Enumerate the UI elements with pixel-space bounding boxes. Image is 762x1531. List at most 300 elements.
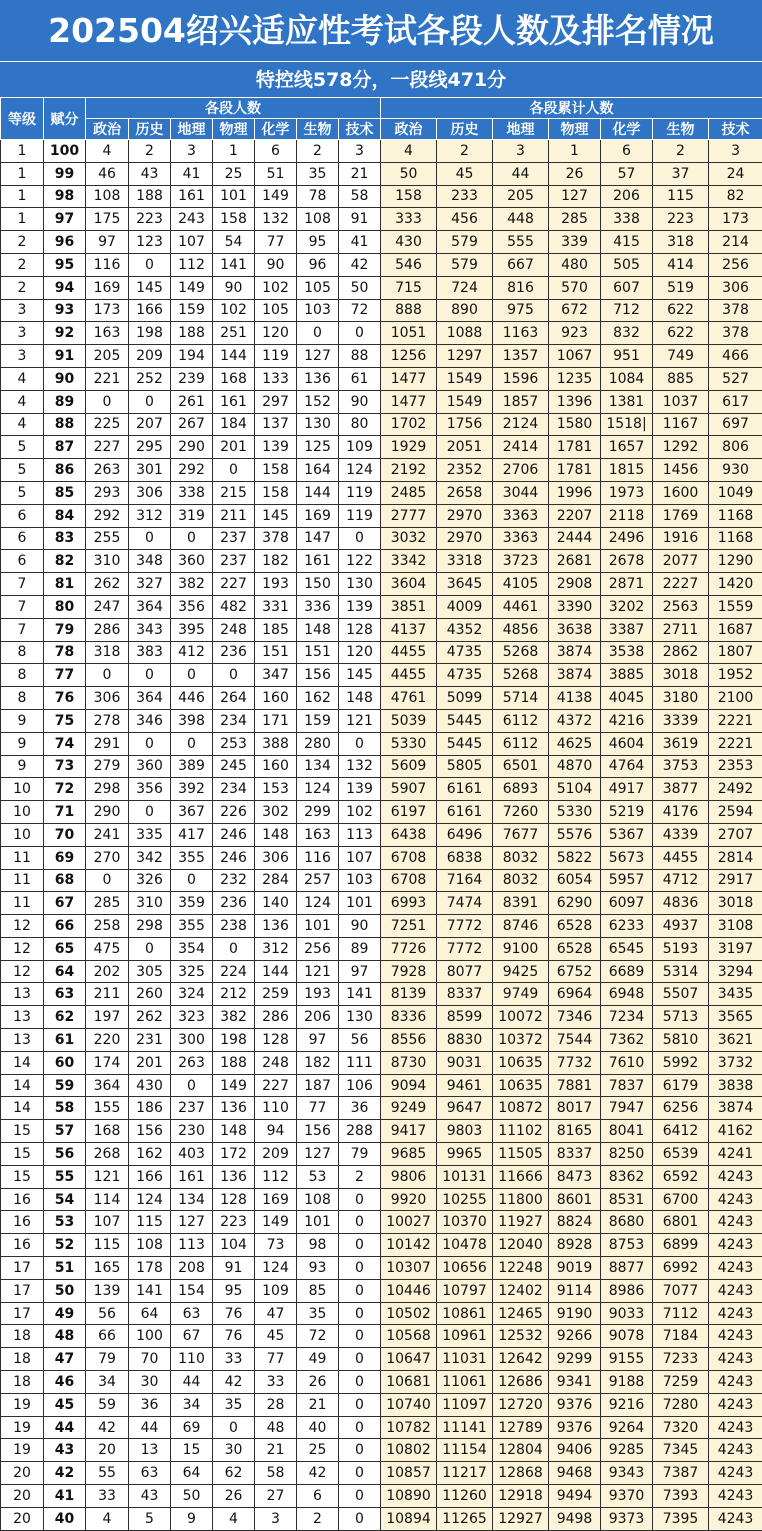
grade-cell: 19 <box>1 1393 44 1416</box>
cumulative-cell: 37 <box>653 162 709 185</box>
cumulative-cell: 2970 <box>437 504 493 527</box>
cumulative-cell: 6097 <box>601 892 653 915</box>
count-cell: 306 <box>255 846 297 869</box>
count-cell: 301 <box>129 459 171 482</box>
count-cell: 237 <box>213 527 255 550</box>
count-cell: 35 <box>297 1302 339 1325</box>
cumulative-cell: 2124 <box>493 413 549 436</box>
count-cell: 33 <box>213 1348 255 1371</box>
cumulative-cell: 4243 <box>709 1439 762 1462</box>
count-cell: 136 <box>297 367 339 390</box>
cumulative-cell: 5099 <box>437 687 493 710</box>
score-cell: 83 <box>44 527 86 550</box>
cumulative-cell: 1596 <box>493 367 549 390</box>
count-cell: 161 <box>297 550 339 573</box>
count-cell: 286 <box>255 1006 297 1029</box>
table-row <box>1 1439 762 1462</box>
cumulative-cell: 7837 <box>601 1074 653 1097</box>
cumulative-cell: 12927 <box>493 1507 549 1530</box>
cumulative-cell: 6290 <box>549 892 601 915</box>
count-cell: 326 <box>129 869 171 892</box>
subject-header: 技术 <box>339 119 381 140</box>
count-cell: 310 <box>129 892 171 915</box>
cumulative-cell: 923 <box>549 322 601 345</box>
cumulative-cell: 1769 <box>653 504 709 527</box>
count-cell: 161 <box>171 185 213 208</box>
count-cell: 343 <box>129 618 171 641</box>
cumulative-cell: 2658 <box>437 481 493 504</box>
cumulative-cell: 4243 <box>709 1165 762 1188</box>
count-cell: 149 <box>255 185 297 208</box>
cumulative-cell: 1168 <box>709 504 762 527</box>
count-cell: 46 <box>86 162 129 185</box>
cumulative-cell: 3435 <box>709 983 762 1006</box>
cumulative-cell: 607 <box>601 276 653 299</box>
count-cell: 100 <box>129 1325 171 1348</box>
cumulative-cell: 7234 <box>601 1006 653 1029</box>
table-row <box>1 185 762 208</box>
score-cell: 49 <box>44 1302 86 1325</box>
cumulative-cell: 26 <box>549 162 601 185</box>
table-row <box>1 1006 762 1029</box>
count-cell: 288 <box>339 1120 381 1143</box>
count-cell: 110 <box>171 1348 213 1371</box>
score-cell: 56 <box>44 1143 86 1166</box>
count-cell: 90 <box>339 915 381 938</box>
grade-cell: 10 <box>1 823 44 846</box>
cumulative-cell: 4352 <box>437 618 493 641</box>
count-cell: 155 <box>86 1097 129 1120</box>
grade-cell: 12 <box>1 915 44 938</box>
cumulative-cell: 7677 <box>493 823 549 846</box>
count-cell: 137 <box>255 413 297 436</box>
score-cell: 79 <box>44 618 86 641</box>
grade-cell: 5 <box>1 459 44 482</box>
cumulative-cell: 7346 <box>549 1006 601 1029</box>
table-row <box>1 869 762 892</box>
count-cell: 319 <box>171 504 213 527</box>
count-cell: 403 <box>171 1143 213 1166</box>
cumulative-cell: 8753 <box>601 1234 653 1257</box>
count-cell: 209 <box>129 345 171 368</box>
cumulative-cell: 3180 <box>653 687 709 710</box>
count-cell: 475 <box>86 937 129 960</box>
cumulative-cell: 10740 <box>381 1393 437 1416</box>
count-cell: 49 <box>297 1348 339 1371</box>
subject-header: 历史 <box>437 119 493 140</box>
cumulative-cell: 9647 <box>437 1097 493 1120</box>
count-cell: 346 <box>129 709 171 732</box>
count-cell: 338 <box>171 481 213 504</box>
subject-header: 技术 <box>709 119 762 140</box>
count-cell: 79 <box>86 1348 129 1371</box>
count-cell: 50 <box>339 276 381 299</box>
count-cell: 0 <box>339 1302 381 1325</box>
cumulative-cell: 2678 <box>601 550 653 573</box>
count-cell: 236 <box>213 892 255 915</box>
count-cell: 148 <box>213 1120 255 1143</box>
score-cell: 71 <box>44 801 86 824</box>
cumulative-cell: 4162 <box>709 1120 762 1143</box>
cumulative-cell: 378 <box>709 322 762 345</box>
cumulative-cell: 3 <box>493 140 549 163</box>
cumulative-cell: 5507 <box>653 983 709 1006</box>
cumulative-cell: 1049 <box>709 481 762 504</box>
count-cell: 260 <box>129 983 171 1006</box>
cumulative-cell: 1600 <box>653 481 709 504</box>
count-cell: 76 <box>213 1302 255 1325</box>
subject-header: 物理 <box>549 119 601 140</box>
cumulative-cell: 9376 <box>549 1393 601 1416</box>
count-cell: 43 <box>129 1485 171 1508</box>
cumulative-cell: 7345 <box>653 1439 709 1462</box>
score-cell: 47 <box>44 1348 86 1371</box>
score-cell: 73 <box>44 755 86 778</box>
count-cell: 169 <box>86 276 129 299</box>
cumulative-cell: 579 <box>437 253 493 276</box>
count-cell: 206 <box>297 1006 339 1029</box>
cumulative-cell: 816 <box>493 276 549 299</box>
cumulative-cell: 6752 <box>549 960 601 983</box>
cumulative-cell: 5714 <box>493 687 549 710</box>
score-cell: 84 <box>44 504 86 527</box>
grade-cell: 14 <box>1 1097 44 1120</box>
cumulative-cell: 4761 <box>381 687 437 710</box>
count-cell: 78 <box>297 185 339 208</box>
count-cell: 77 <box>255 231 297 254</box>
grade-cell: 9 <box>1 732 44 755</box>
count-cell: 225 <box>86 413 129 436</box>
count-cell: 139 <box>339 595 381 618</box>
table-row <box>1 892 762 915</box>
cumulative-cell: 3877 <box>653 778 709 801</box>
count-cell: 290 <box>86 801 129 824</box>
grade-cell: 17 <box>1 1257 44 1280</box>
cumulative-cell: 2908 <box>549 573 601 596</box>
cumulative-cell: 10857 <box>381 1462 437 1485</box>
cumulative-cell: 5822 <box>549 846 601 869</box>
count-cell: 139 <box>339 778 381 801</box>
grade-cell: 7 <box>1 595 44 618</box>
cumulative-cell: 712 <box>601 299 653 322</box>
count-cell: 64 <box>171 1462 213 1485</box>
cumulative-cell: 2353 <box>709 755 762 778</box>
cumulative-cell: 3342 <box>381 550 437 573</box>
score-cell: 76 <box>44 687 86 710</box>
table-row <box>1 1325 762 1348</box>
count-cell: 212 <box>213 983 255 1006</box>
cumulative-cell: 2496 <box>601 527 653 550</box>
count-cell: 355 <box>171 915 213 938</box>
grade-cell: 13 <box>1 983 44 1006</box>
count-cell: 122 <box>339 550 381 573</box>
count-cell: 124 <box>297 778 339 801</box>
score-cell: 74 <box>44 732 86 755</box>
score-cell: 45 <box>44 1393 86 1416</box>
grade-cell: 7 <box>1 618 44 641</box>
grade-cell: 20 <box>1 1462 44 1485</box>
count-cell: 109 <box>255 1279 297 1302</box>
count-cell: 248 <box>255 1051 297 1074</box>
count-cell: 382 <box>213 1006 255 1029</box>
score-cell: 92 <box>44 322 86 345</box>
count-cell: 45 <box>255 1325 297 1348</box>
cumulative-cell: 4137 <box>381 618 437 641</box>
cumulative-cell: 667 <box>493 253 549 276</box>
table-row <box>1 1348 762 1371</box>
cumulative-cell: 5193 <box>653 937 709 960</box>
cumulative-cell: 6539 <box>653 1143 709 1166</box>
count-cell: 40 <box>297 1416 339 1439</box>
count-cell: 0 <box>171 664 213 687</box>
count-cell: 234 <box>213 709 255 732</box>
cumulative-cell: 546 <box>381 253 437 276</box>
count-cell: 130 <box>297 413 339 436</box>
cumulative-cell: 7320 <box>653 1416 709 1439</box>
score-cell: 88 <box>44 413 86 436</box>
cumulative-cell: 12918 <box>493 1485 549 1508</box>
cumulative-cell: 414 <box>653 253 709 276</box>
count-cell: 263 <box>171 1051 213 1074</box>
count-cell: 107 <box>339 846 381 869</box>
count-cell: 198 <box>213 1029 255 1052</box>
count-cell: 165 <box>86 1257 129 1280</box>
cumulative-cell: 3874 <box>709 1097 762 1120</box>
cumulative-cell: 3387 <box>601 618 653 641</box>
cumulative-cell: 7259 <box>653 1371 709 1394</box>
cumulative-cell: 11505 <box>493 1143 549 1166</box>
table-row <box>1 755 762 778</box>
count-cell: 0 <box>339 1507 381 1530</box>
count-cell: 224 <box>213 960 255 983</box>
count-cell: 197 <box>86 1006 129 1029</box>
cumulative-cell: 9033 <box>601 1302 653 1325</box>
score-cell: 94 <box>44 276 86 299</box>
cumulative-cell: 206 <box>601 185 653 208</box>
page-subtitle: 特控线578分，一段线471分 <box>0 61 762 97</box>
count-cell: 145 <box>255 504 297 527</box>
count-cell: 141 <box>129 1279 171 1302</box>
cumulative-cell: 12686 <box>493 1371 549 1394</box>
cumulative-cell: 1037 <box>653 390 709 413</box>
count-cell: 172 <box>213 1143 255 1166</box>
grade-cell: 10 <box>1 801 44 824</box>
cumulative-cell: 8165 <box>549 1120 601 1143</box>
table-row <box>1 504 762 527</box>
count-cell: 238 <box>213 915 255 938</box>
count-cell: 0 <box>339 1348 381 1371</box>
count-cell: 150 <box>297 573 339 596</box>
count-cell: 284 <box>255 869 297 892</box>
table-row <box>1 322 762 345</box>
cumulative-cell: 9341 <box>549 1371 601 1394</box>
table-row <box>1 1507 762 1530</box>
count-cell: 261 <box>171 390 213 413</box>
cumulative-cell: 256 <box>709 253 762 276</box>
count-cell: 298 <box>86 778 129 801</box>
score-cell: 63 <box>44 983 86 1006</box>
count-cell: 112 <box>255 1165 297 1188</box>
count-cell: 290 <box>171 436 213 459</box>
count-cell: 77 <box>297 1097 339 1120</box>
cumulative-cell: 50 <box>381 162 437 185</box>
count-cell: 292 <box>171 459 213 482</box>
cumulative-cell: 4243 <box>709 1507 762 1530</box>
count-cell: 30 <box>213 1439 255 1462</box>
count-cell: 178 <box>129 1257 171 1280</box>
cumulative-cell: 579 <box>437 231 493 254</box>
score-cell: 90 <box>44 367 86 390</box>
grade-cell: 15 <box>1 1165 44 1188</box>
cumulative-cell: 1973 <box>601 481 653 504</box>
grade-cell: 16 <box>1 1188 44 1211</box>
grade-cell: 11 <box>1 892 44 915</box>
cumulative-cell: 3874 <box>549 641 601 664</box>
cumulative-cell: 10872 <box>493 1097 549 1120</box>
count-cell: 383 <box>129 641 171 664</box>
cumulative-cell: 3723 <box>493 550 549 573</box>
count-cell: 0 <box>213 937 255 960</box>
cumulative-cell: 1518| <box>601 413 653 436</box>
cumulative-cell: 1952 <box>709 664 762 687</box>
cumulative-cell: 5810 <box>653 1029 709 1052</box>
cumulative-cell: 7387 <box>653 1462 709 1485</box>
cumulative-cell: 6438 <box>381 823 437 846</box>
count-cell: 227 <box>255 1074 297 1097</box>
cumulative-cell: 8824 <box>549 1211 601 1234</box>
count-cell: 168 <box>213 367 255 390</box>
grade-cell: 13 <box>1 1006 44 1029</box>
cumulative-cell: 4735 <box>437 664 493 687</box>
cumulative-cell: 12402 <box>493 1279 549 1302</box>
count-cell: 0 <box>171 1074 213 1097</box>
count-cell: 119 <box>255 345 297 368</box>
grade-cell: 17 <box>1 1302 44 1325</box>
cumulative-cell: 3645 <box>437 573 493 596</box>
count-cell: 153 <box>255 778 297 801</box>
count-cell: 51 <box>255 162 297 185</box>
count-cell: 280 <box>297 732 339 755</box>
count-cell: 2 <box>297 1507 339 1530</box>
count-cell: 292 <box>86 504 129 527</box>
cumulative-cell: 8877 <box>601 1257 653 1280</box>
count-cell: 108 <box>86 185 129 208</box>
cumulative-cell: 7112 <box>653 1302 709 1325</box>
count-cell: 162 <box>297 687 339 710</box>
cumulative-cell: 6112 <box>493 709 549 732</box>
cumulative-cell: 11097 <box>437 1393 493 1416</box>
count-cell: 0 <box>339 1371 381 1394</box>
score-cell: 52 <box>44 1234 86 1257</box>
count-cell: 160 <box>255 687 297 710</box>
cumulative-cell: 5039 <box>381 709 437 732</box>
cumulative-cell: 5104 <box>549 778 601 801</box>
cumulative-cell: 5907 <box>381 778 437 801</box>
cumulative-cell: 6838 <box>437 846 493 869</box>
count-cell: 237 <box>213 550 255 573</box>
cumulative-cell: 3 <box>709 140 762 163</box>
cumulative-cell: 555 <box>493 231 549 254</box>
count-cell: 1 <box>213 140 255 163</box>
grade-cell: 18 <box>1 1325 44 1348</box>
cumulative-cell: 2711 <box>653 618 709 641</box>
count-cell: 139 <box>255 436 297 459</box>
cumulative-cell: 9100 <box>493 937 549 960</box>
count-cell: 193 <box>297 983 339 1006</box>
cumulative-cell: 9264 <box>601 1416 653 1439</box>
count-cell: 151 <box>297 641 339 664</box>
count-cell: 417 <box>171 823 213 846</box>
cumulative-cell: 1781 <box>549 436 601 459</box>
count-cell: 79 <box>339 1143 381 1166</box>
count-cell: 104 <box>213 1234 255 1257</box>
cumulative-cell: 1702 <box>381 413 437 436</box>
count-cell: 33 <box>86 1485 129 1508</box>
count-cell: 90 <box>255 253 297 276</box>
cumulative-cell: 10782 <box>381 1416 437 1439</box>
count-cell: 367 <box>171 801 213 824</box>
cumulative-cell: 3838 <box>709 1074 762 1097</box>
count-cell: 174 <box>86 1051 129 1074</box>
cumulative-cell: 4604 <box>601 732 653 755</box>
count-cell: 378 <box>255 527 297 550</box>
cumulative-cell: 3032 <box>381 527 437 550</box>
score-cell: 66 <box>44 915 86 938</box>
score-cell: 89 <box>44 390 86 413</box>
count-cell: 136 <box>255 915 297 938</box>
count-cell: 279 <box>86 755 129 778</box>
count-cell: 119 <box>339 481 381 504</box>
cumulative-cell: 378 <box>709 299 762 322</box>
count-cell: 62 <box>213 1462 255 1485</box>
count-cell: 336 <box>297 595 339 618</box>
cumulative-cell: 4243 <box>709 1188 762 1211</box>
cumulative-cell: 1084 <box>601 367 653 390</box>
count-cell: 58 <box>339 185 381 208</box>
count-cell: 211 <box>86 983 129 1006</box>
cumulative-cell: 1456 <box>653 459 709 482</box>
cumulative-cell: 505 <box>601 253 653 276</box>
cumulative-cell: 4243 <box>709 1234 762 1257</box>
cumulative-cell: 749 <box>653 345 709 368</box>
cumulative-cell: 11217 <box>437 1462 493 1485</box>
count-cell: 59 <box>86 1393 129 1416</box>
cumulative-cell: 622 <box>653 322 709 345</box>
count-cell: 253 <box>213 732 255 755</box>
count-cell: 202 <box>86 960 129 983</box>
cumulative-cell: 622 <box>653 299 709 322</box>
cumulative-cell: 3339 <box>653 709 709 732</box>
count-cell: 325 <box>171 960 213 983</box>
count-cell: 347 <box>255 664 297 687</box>
cumulative-cell: 10635 <box>493 1051 549 1074</box>
count-cell: 128 <box>255 1029 297 1052</box>
table-row <box>1 345 762 368</box>
cumulative-cell: 5992 <box>653 1051 709 1074</box>
cumulative-cell: 1996 <box>549 481 601 504</box>
cumulative-cell: 7260 <box>493 801 549 824</box>
count-cell: 145 <box>339 664 381 687</box>
cumulative-cell: 5330 <box>549 801 601 824</box>
count-cell: 166 <box>129 1165 171 1188</box>
cumulative-cell: 10502 <box>381 1302 437 1325</box>
grade-cell: 17 <box>1 1279 44 1302</box>
count-cell: 312 <box>255 937 297 960</box>
count-cell: 97 <box>339 960 381 983</box>
count-cell: 364 <box>129 595 171 618</box>
cumulative-cell: 888 <box>381 299 437 322</box>
count-cell: 270 <box>86 846 129 869</box>
